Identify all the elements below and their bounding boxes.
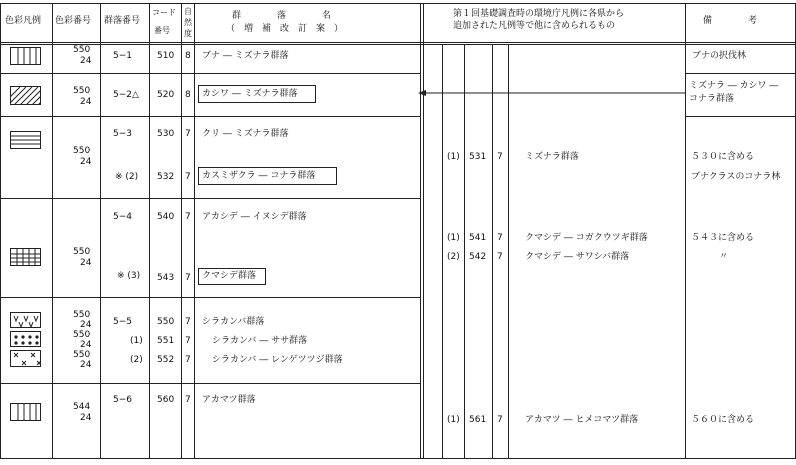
- swatch-vertical-lines: [10, 47, 41, 65]
- row6-remark: ５６０に含める: [691, 415, 755, 425]
- row4-survey2-remark: 〃: [719, 252, 729, 262]
- row3-survey-idx: (1): [447, 152, 460, 162]
- arrow-left-icon: [318, 88, 688, 98]
- row5-color-code-b: 24: [80, 320, 92, 330]
- row5-color-code-a: 550: [73, 310, 91, 320]
- row4-naturalness: 7: [185, 212, 191, 222]
- row3-color-code-b: 24: [80, 157, 92, 167]
- row6-survey-name: アカマツ ― ヒメコマツ群落: [525, 415, 639, 425]
- row5-sub1-idx: (1): [130, 336, 143, 346]
- row1-code: 510: [157, 51, 175, 61]
- col-rule-9: [492, 44, 493, 459]
- row4-code: 540: [157, 212, 175, 222]
- row1-color-code-a: 550: [73, 45, 91, 55]
- row3-remark-line2: ブナクラスのコナラ林: [691, 172, 781, 182]
- rule-row2-remarks: [685, 116, 796, 117]
- row6-code: 560: [157, 395, 175, 405]
- header-remarks: 備 考: [703, 16, 758, 26]
- row2-remark-line2: コナラ群落: [689, 94, 735, 104]
- row2-code: 520: [157, 90, 175, 100]
- row2-remark-line1: ミズナラ ― カシワ ―: [689, 81, 779, 91]
- row4-survey1-idx: (1): [447, 233, 460, 243]
- header-survey-line2: 追加された凡例等で他に含められるもの: [453, 21, 616, 31]
- row3-community-name: クリ ― ミズナラ群落: [202, 129, 289, 139]
- row5-sub1-name: シラカンバ ― ササ群落: [212, 336, 308, 346]
- col-rule-0: [0, 3, 1, 459]
- row4-community-name: アカシデ ― イヌシデ群落: [202, 212, 307, 222]
- col-rule-1: [52, 3, 53, 459]
- row5-code: 550: [157, 317, 175, 327]
- row5-community-name: シラカンバ群落: [202, 317, 265, 327]
- row6-community-no: 5−6: [113, 395, 132, 405]
- rule-bottom: [0, 458, 796, 459]
- row4-survey2-code: 542: [469, 252, 487, 262]
- row5-sub1-nat: 7: [185, 336, 191, 346]
- header-naturalness: 自然度: [184, 7, 192, 38]
- row2-color-code-a: 550: [73, 86, 91, 96]
- row2-color-code-b: 24: [80, 97, 92, 107]
- row3-code: 530: [157, 129, 175, 139]
- row1-remark: ブナの択伐林: [692, 51, 747, 61]
- row1-color-code-b: 24: [80, 56, 92, 66]
- row6-survey-nat: 7: [497, 415, 503, 425]
- swatch-grid: [10, 248, 41, 266]
- rule-row2: [0, 116, 420, 117]
- col-rule-7: [442, 44, 443, 459]
- row4-survey2-nat: 7: [497, 252, 503, 262]
- swatch-horizontal-lines: [10, 131, 41, 149]
- row4-sub-naturalness: 7: [185, 273, 191, 283]
- col-rule-8: [464, 44, 465, 459]
- row4-survey1-name: クマシデ ― コガクウツギ群落: [525, 233, 648, 243]
- row6-naturalness: 7: [185, 395, 191, 405]
- row3-sub-name: カスミザクラ ― コナラ群落: [202, 171, 316, 181]
- header-community-no: 群落番号: [104, 16, 141, 26]
- row6-survey-code: 561: [469, 415, 487, 425]
- row4-sub-code: 543: [157, 273, 175, 283]
- row3-sub-naturalness: 7: [185, 172, 191, 182]
- rule-row5: [0, 383, 420, 384]
- row5-sub2-idx: (2): [130, 355, 143, 365]
- row5-sub2-code: 552: [157, 355, 175, 365]
- row4-survey2-idx: (2): [447, 252, 460, 262]
- row5-color-code-e: 550: [73, 350, 91, 360]
- row3-sub-code: 532: [157, 172, 175, 182]
- row5-color-code-d: 24: [80, 340, 92, 350]
- row3-color-code-a: 550: [73, 146, 91, 156]
- row6-community-name: アカマツ群落: [202, 395, 256, 405]
- col-rule-2: [100, 3, 101, 459]
- row1-community-name: ブナ ― ミズナラ群落: [202, 51, 289, 61]
- row4-sub-name: クマシデ群落: [202, 271, 257, 281]
- row5-sub2-nat: 7: [185, 355, 191, 365]
- rule-header-double: [0, 44, 796, 45]
- col-rule-6a: [420, 3, 421, 459]
- row6-survey-idx: (1): [447, 415, 460, 425]
- header-color-code: 色彩番号: [55, 16, 92, 26]
- header-code-line2: 番号: [154, 26, 170, 35]
- col-rule-6b: [423, 3, 424, 459]
- header-name-line1: 群 落 名: [232, 11, 332, 21]
- row5-color-code-c: 550: [73, 330, 91, 340]
- swatch-dots: [10, 331, 41, 347]
- row4-sub-mark: ※ (3): [117, 271, 141, 281]
- row5-naturalness: 7: [185, 317, 191, 327]
- row3-survey-nat: 7: [497, 152, 503, 162]
- rule-row3: [0, 198, 420, 199]
- row3-remark-line1: ５３０に含める: [691, 152, 755, 162]
- rule-row4: [0, 297, 420, 298]
- swatch-vertical-lines-2: [10, 403, 41, 421]
- row4-survey1-code: 541: [469, 233, 487, 243]
- swatch-diagonal-lines: [10, 86, 41, 105]
- row3-sub-mark: ※ (2): [115, 172, 139, 182]
- col-rule-5: [194, 3, 195, 459]
- row5-sub1-code: 551: [157, 336, 175, 346]
- row4-survey1-remark: ５４３に含める: [691, 233, 755, 243]
- header-survey-line1: 第１回基礎調査時の環境庁凡例に各県から: [453, 9, 625, 19]
- header-swatch: 色彩凡例: [5, 16, 42, 26]
- header-name-line2: （ 増 補 改 訂 案 ）: [226, 24, 344, 34]
- rule-row1-remarks: [685, 73, 796, 74]
- row5-community-no: 5−5: [113, 317, 132, 327]
- row4-survey1-nat: 7: [497, 233, 503, 243]
- swatch-v-marks: [10, 312, 41, 328]
- row4-color-code-a: 550: [73, 247, 91, 257]
- row1-naturalness: 8: [185, 51, 191, 61]
- row3-survey-name: ミズナラ群落: [525, 152, 579, 162]
- row3-community-no: 5−3: [113, 129, 132, 139]
- row2-community-name: カシワ ― ミズナラ群落: [202, 89, 298, 99]
- rule-row1: [0, 73, 420, 74]
- row4-survey2-name: クマシデ ― サワシバ群落: [525, 252, 630, 262]
- row2-community-no: 5−2△: [113, 90, 139, 100]
- rule-header: [0, 42, 796, 43]
- row5-sub2-name: シラカンバ ― レンゲツツジ群落: [212, 355, 343, 365]
- col-rule-4: [181, 3, 182, 459]
- header-code-line1: コード: [152, 8, 176, 17]
- row6-color-code-a: 544: [73, 402, 91, 412]
- row2-naturalness: 8: [185, 90, 191, 100]
- row4-community-no: 5−4: [113, 212, 132, 222]
- row4-color-code-b: 24: [80, 258, 92, 268]
- row6-color-code-b: 24: [80, 413, 92, 423]
- col-rule-11: [685, 3, 686, 459]
- col-rule-10: [508, 44, 509, 459]
- row3-survey-code: 531: [469, 152, 487, 162]
- rule-top: [0, 3, 796, 4]
- swatch-x-marks: [10, 350, 41, 367]
- row1-community-no: 5−1: [113, 51, 132, 61]
- row5-color-code-f: 24: [80, 360, 92, 370]
- row3-naturalness: 7: [185, 129, 191, 139]
- col-rule-3: [149, 3, 150, 459]
